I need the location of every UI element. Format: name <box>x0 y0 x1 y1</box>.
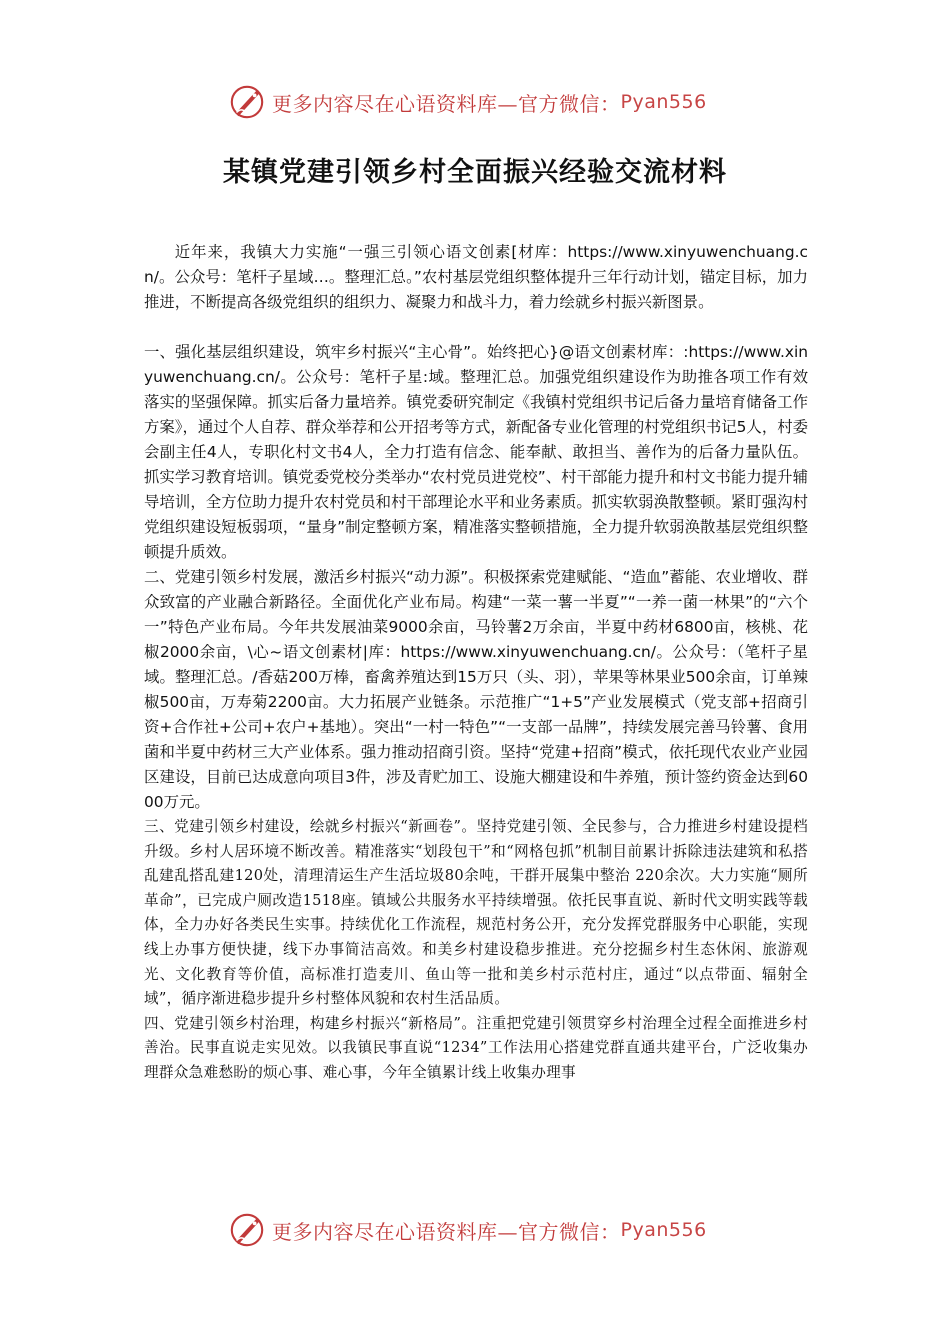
fountain-pen-logo-icon <box>228 83 266 121</box>
intro-paragraph: 近年来，我镇大力实施“一强三引领心语文创素[材库：https://www.xinyuwenchuang.cn/。公众号：笔杆子星域…。整理汇总。”农村基层党组织整体提升三年行动计划，锚定目标，加力推进，不断提高各级党组织的组织力、凝聚力和战斗力，着力绘就乡村振兴新图景。 <box>144 243 808 311</box>
section-2-paragraph: 二、党建引领乡村发展，激活乡村振兴“动力源”。积极探索党建赋能、“造血”蓄能、农业增收、群众致富的产业融合新路径。全面优化产业布局。构建“一菜一薯一半夏”“一养一菌一林果”的“六个一”特色产业布局。今年共发展油菜9000余亩，马铃薯2万余亩，半夏中药材6800亩，核桃、花椒2000余亩，\心~语文创素材|库：https://www.xinyuwenchuang.cn/。公众号：（笔杆子星域。整理汇总。/香菇200万棒，畜禽养殖达到15万只（头、羽），苹果等林果业500余亩，订单辣椒500亩，万寿菊2200亩。大力拓展产业链条。示范推广“1+5”产业发展模式（党支部+招商引资+合作社+公司+农户+基地）。突出“一村一特色”“一支部一品牌”，持续发展完善马铃薯、食用菌和半夏中药材三大产业体系。强力推动招商引资。坚持“党建+招商”模式，依托现代农业产业园区建设，目前已达成意向项目3件，涉及青贮加工、设施大棚建设和牛养殖，预计签约资金达到6000万元。 <box>144 568 808 811</box>
header-banner <box>228 82 707 122</box>
section-3-paragraph: 三、党建引领乡村建设，绘就乡村振兴“新画卷”。坚持党建引领、全民参与，合力推进乡村建设提档升级。乡村人居环境不断改善。精准落实“划段包干”和“网格包抓”机制目前累计拆除违法建筑和私搭乱建乱搭乱建120处，清理清运生产生活垃圾80余吨，干群开展集中整治 220余次。大力实施“厕所革命”，已完成户厕改造1518座。镇域公共服务水平持续增强。依托民事直说、新时代文明实践等载体，全力办好各类民生实事。持续优化工作流程，规范村务公开，充分发挥党群服务中心职能，实现线上办事方便快捷，线下办事简洁高效。和美乡村建设稳步推进。充分挖掘乡村生态休闲、旅游观光、文化教育等价值，高标准打造麦川、鱼山等一批和美乡村示范村庄，通过“以点带面、辐射全域”，循序渐进稳步提升乡村整体风貌和农村生活品质。 <box>144 818 808 1008</box>
paragraph-spacer <box>144 315 808 340</box>
document-title: 某镇党建引领乡村全面振兴经验交流材料 <box>223 157 727 188</box>
banner-wechat-id: Pyan556 <box>620 91 707 113</box>
banner-wechat-id: Pyan556 <box>620 1219 707 1241</box>
document-body <box>144 240 808 1086</box>
section-1-paragraph: 一、强化基层组织建设，筑牢乡村振兴“主心骨”。始终把心}@语文创素材库：:https://www.xinyuwenchuang.cn/。公众号：笔杆子星:域。整理汇总。加强党组织建设作为助推各项工作有效落实的坚强保障。抓实后备力量培养。镇党委研究制定《我镇村党组织书记后备力量培育储备工作方案》，通过个人自荐、群众举荐和公开招考等方式，新配备专业化管理的村党组织书记5人，村委会副主任4人，专职化村文书4人，全力打造有信念、能奉献、敢担当、善作为的后备力量队伍。抓实学习教育培训。镇党委党校分类举办“农村党员进党校”、村干部能力提升和村文书能力提升辅导培训，全方位助力提升农村党员和村干部理论水平和业务素质。抓实软弱涣散整顿。紧盯强沟村党组织建设短板弱项，“量身”制定整顿方案，精准落实整顿措施，全力提升软弱涣散基层党组织整顿提升质效。 <box>144 343 808 561</box>
banner-text: 更多内容尽在心语资料库—官方微信： <box>272 91 621 116</box>
banner-text: 更多内容尽在心语资料库—官方微信： <box>272 1219 621 1244</box>
section-4-paragraph: 四、党建引领乡村治理，构建乡村振兴“新格局”。注重把党建引领贯穿乡村治理全过程全面推进乡村善治。民事直说走实见效。以我镇民事直说“1234”工作法用心搭建党群直通共建平台，广泛收集办理群众急难愁盼的烦心事、难心事，今年全镇累计线上收集办理事 <box>144 1014 808 1081</box>
fountain-pen-logo-icon <box>228 1211 266 1249</box>
footer-banner <box>228 1210 707 1250</box>
